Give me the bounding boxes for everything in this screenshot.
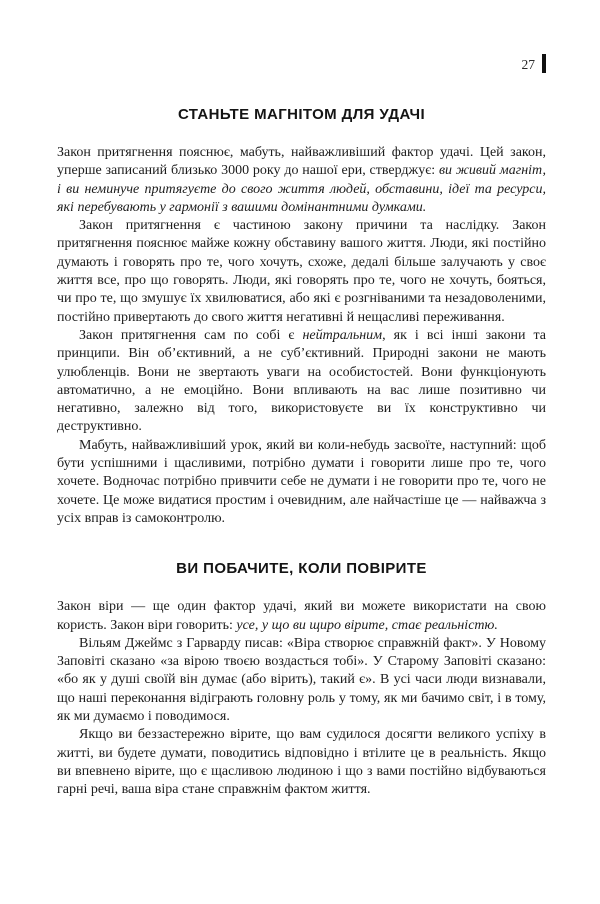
page-number: 27: [521, 56, 535, 72]
text-run: Закон віри — ще один фактор удачі, який ви можете використати на свою користь. Закон віри говорить:: [57, 599, 546, 633]
text-run: Закон притягнення пояснює, мабуть, найважливіший фактор удачі. Цей закон, уперше записаний близько 3000 року до нашої ери, стверджує:: [57, 145, 546, 179]
paragraph: [57, 217, 546, 327]
italic-text: нейтральним: [302, 327, 383, 343]
text-run: , як і всі інші закони та принципи. Він об’єктивний, а не суб’єктивний. Природні закони не мають улюбленців. Вони не звертають уваги на особистостей. Вони функціонують автоматично, а не емоційно. Вони впливають на вас лише позитивно чи негативно, залежно від того, використовуєте ви їх конструктивно чи деструктивно.: [57, 327, 546, 435]
text-run: Мабуть, найважливіший урок, який ви коли-небудь засвоїте, наступний: щоб бути успішними і щасливими, потрібно думати і говорити лише про те, чого хочете. Водночас потрібно привчити себе не думати і не говорити про те, чого не хочете. Це може видатися простим і очевидним, але найчастіше це — найважча з усіх вправ із самоконтролю.: [57, 437, 546, 526]
paragraph: [57, 327, 546, 437]
italic-text: ви живий магніт, і ви неминуче притягуєте до свого життя людей, обставини, ідеї та ресурси, які перебувають у гармонії з вашими домінантними думками.: [57, 163, 546, 215]
section-heading: СТАНЬТЕ МАГНІТОМ ДЛЯ УДАЧІ: [177, 106, 426, 123]
section-heading: ВИ ПОБАЧИТЕ, КОЛИ ПОВІРИТЕ: [176, 560, 427, 578]
text-run: Закон притягнення сам по собі є: [79, 327, 303, 343]
paragraph: [57, 726, 546, 799]
paragraph: [57, 598, 546, 635]
text-run: Закон притягнення є частиною закону причини та наслідку. Закон притягнення пояснює майже кожну обставину вашого життя. Люди, які постійно думають і говорять про те, чого хочуть, схоже, дедалі більше залучають у своє життя все, про що говорять. Люди, які говорять про те, чого не хочуть, бояться, чи про те, що змушує їх хвилюватися, або які є розгніваними та незадоволеними, постійно привертають до свого життя негативні й нещасливі переживання.: [57, 218, 546, 325]
italic-text: усе, у що ви щиро вірите, стає реальністю.: [236, 617, 498, 633]
page-content: [57, 98, 546, 800]
paragraph: [57, 635, 546, 726]
paragraph: [57, 437, 546, 528]
paragraph: [57, 144, 546, 217]
page-header: [522, 56, 547, 73]
text-run: Вільям Джеймс з Гарварду писав: «Віра створює справжній факт». У Новому Заповіті сказано «за вірою твоєю воздасться тобі». У Старому Заповіті сказано: «бо як у душі своїй він думає (або вірить), такий є». В усі часи люди визнавали, що наші переконання відіграють головну роль у тому, як ми бачимо світ, і в тому, як ми думаємо і поводимося.: [57, 635, 546, 725]
page-number-rule: [542, 54, 546, 73]
text-run: Якщо ви беззастережно вірите, що вам судилося досягти великого успіху в житті, ви будете думати, поводитись відповідно і втілите це в реальність. Якщо ви впевнено вірите, що є щасливою людиною і що з вами постійно відбуваються гарні речі, ваша віра стане справжнім фактом життя.: [57, 727, 546, 798]
